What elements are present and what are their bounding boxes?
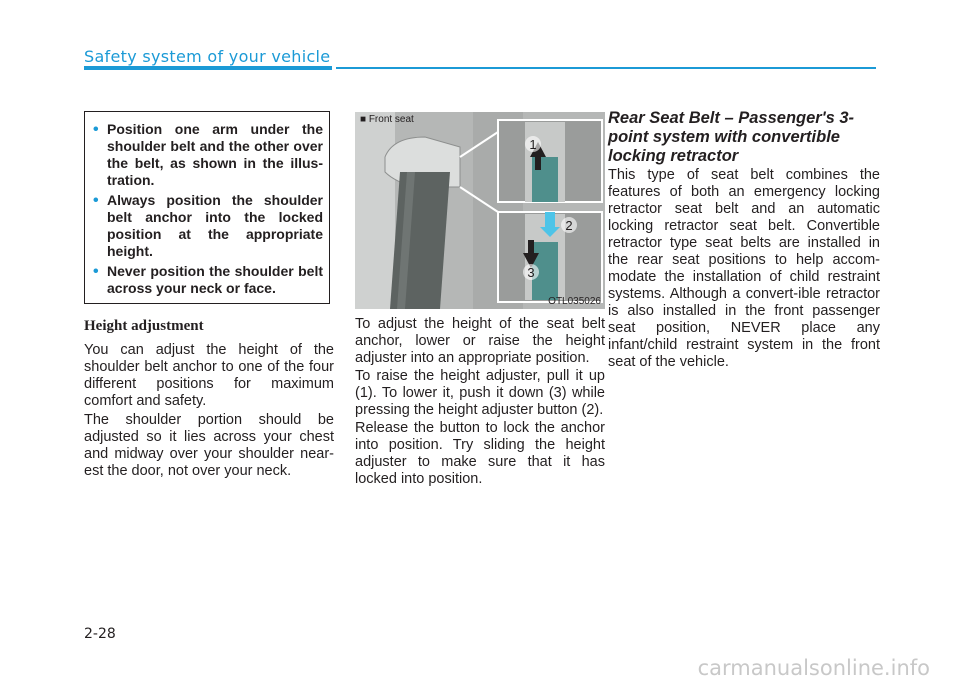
warning-item: • Always position the shoulder belt anchor into the locked position at the appropriate height. (93, 192, 323, 259)
warning-item: • Never position the shoulder belt across your neck or face. (93, 263, 323, 296)
header-rule-thin (336, 67, 876, 69)
figure-code: OTL035026 (548, 296, 601, 307)
bullet-icon: • (93, 121, 99, 138)
rear-seat-belt-heading: Rear Seat Belt – Passenger's 3-point system with convertible locking retractor (608, 109, 855, 165)
bullet-icon: • (93, 192, 99, 209)
warning-item: • Position one arm under the shoulder belt and the other over the belt, as shown in the illus-tration. (93, 121, 323, 188)
figure-label-2: 2 (565, 218, 573, 233)
figure-caption: ■ Front seat (360, 114, 414, 125)
bullet-icon: • (93, 263, 99, 280)
height-adjustment-heading: Height adjustment (84, 318, 204, 334)
section-header: Safety system of your vehicle (84, 47, 331, 66)
seat-belt-illustration (355, 112, 605, 309)
figure-label-1: 1 (529, 137, 537, 152)
watermark: carmanualsonline.info (697, 656, 930, 680)
warning-box (84, 111, 330, 304)
rear-seat-belt-paragraph: This type of seat belt combines the features of both an emergency locking retractor seat belt and an automatic locking retractor seat belt. Convertible retractor type seat belts are installed in the rear seat positions to help accom-modate the installation of child restraint systems. Although a convert-ible retractor is also installed in the front passenger seat position, NEVER place any infant/child restraint system in the front seat of the vehicle. (608, 167, 880, 370)
height-adjustment-paragraph-1: You can adjust the height of the shoulder belt anchor to one of the four different positions for maximum comfort and safety. (84, 342, 334, 409)
adjust-paragraph-1: To adjust the height of the seat belt anchor, lower or raise the height adjuster into an appropriate position. (355, 316, 605, 366)
adjust-paragraph-3: Release the button to lock the anchor into position. Try sliding the height adjuster to make sure that it has locked into position. (355, 420, 605, 487)
seat-belt-drawing (355, 112, 605, 309)
adjust-paragraph-2: To raise the height adjuster, pull it up (1). To lower it, push it down (3) while pressing the height adjuster button (2). (355, 368, 605, 418)
page-number: 2-28 (84, 626, 116, 642)
header-rule-thick (84, 66, 332, 70)
height-adjustment-paragraph-2: The shoulder portion should be adjusted so it lies across your chest and midway over your shoulder near-est the door, not over your neck. (84, 412, 334, 479)
figure-label-3: 3 (527, 265, 535, 280)
